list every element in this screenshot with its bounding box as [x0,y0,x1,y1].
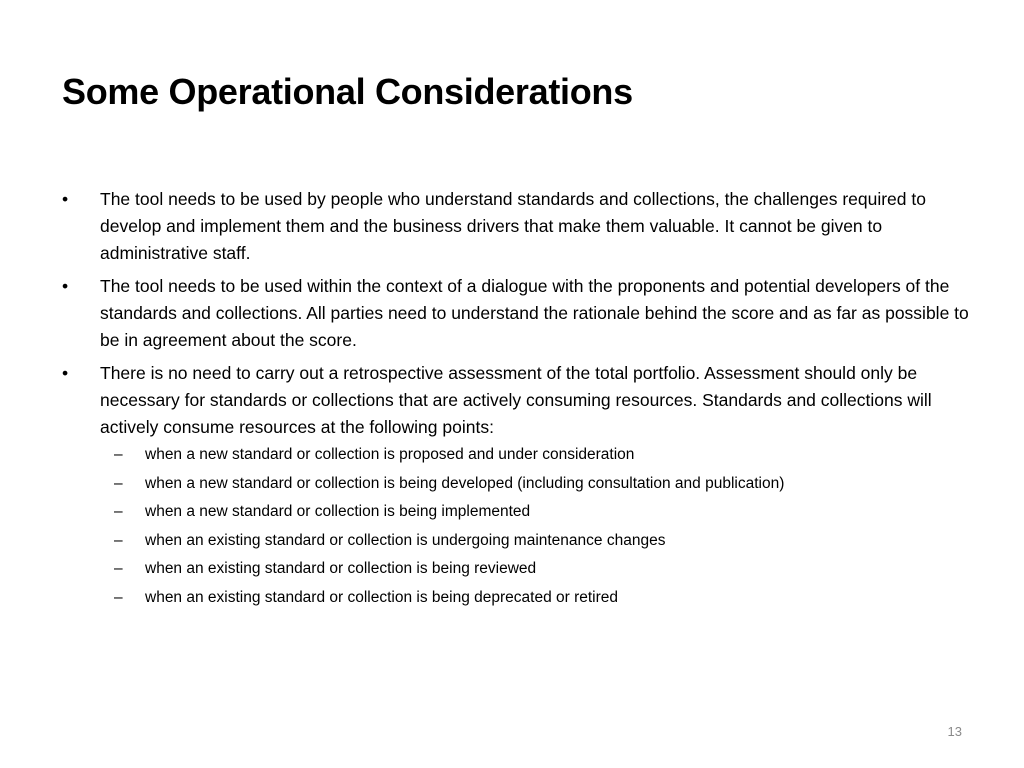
bullet-text: The tool needs to be used by people who understand standards and collections, the challenges required to develop and implement them and the business drivers that make them valuable. It cannot be given to administrative staff. [100,189,926,263]
sub-bullet-text: when an existing standard or collection is undergoing maintenance changes [145,531,666,549]
bullet-item [58,273,978,354]
sub-bullet-marker: – [114,531,123,549]
sub-bullet-text: when a new standard or collection is proposed and under consideration [145,446,635,463]
bullet-text: There is no need to carry out a retrospective assessment of the total portfolio. Assessment should only be necessary for standards or collections that are actively consuming resources. Standards and collections will actively consume resources at the following points: [100,363,932,437]
sub-bullet-item [100,502,978,522]
sub-bullet-item [100,531,978,551]
sub-bullet-text: when an existing standard or collection is being deprecated or retired [145,588,619,606]
sub-bullet-marker: – [114,560,123,578]
bullet-item [58,360,978,608]
bullet-marker: • [62,276,69,296]
sub-bullet-marker: – [114,446,123,463]
bullet-marker: • [62,189,69,209]
bullet-text: The tool needs to be used within the context of a dialogue with the proponents and potential developers of the standards and collections. All parties need to understand the rationale behind the score and as far as possible to be in agreement about the score. [100,276,969,350]
sub-bullet-item [100,559,978,579]
sub-bullet-text: when a new standard or collection is being developed (including consultation and publication) [145,474,785,492]
sub-bullet-text: when an existing standard or collection is being reviewed [145,560,537,578]
sub-bullet-item [100,588,978,608]
sub-bullet-item [100,474,978,494]
page-number: 13 [947,724,962,739]
sub-bullet-list [100,445,978,608]
bullet-list [58,186,978,617]
slide-title: Some Operational Considerations [62,71,633,112]
sub-bullet-marker: – [114,588,123,606]
bullet-item [58,186,978,267]
sub-bullet-marker: – [114,474,123,492]
sub-bullet-item [100,445,978,465]
sub-bullet-text: when a new standard or collection is being implemented [145,503,531,521]
bullet-marker: • [62,363,69,383]
sub-bullet-marker: – [114,503,123,521]
